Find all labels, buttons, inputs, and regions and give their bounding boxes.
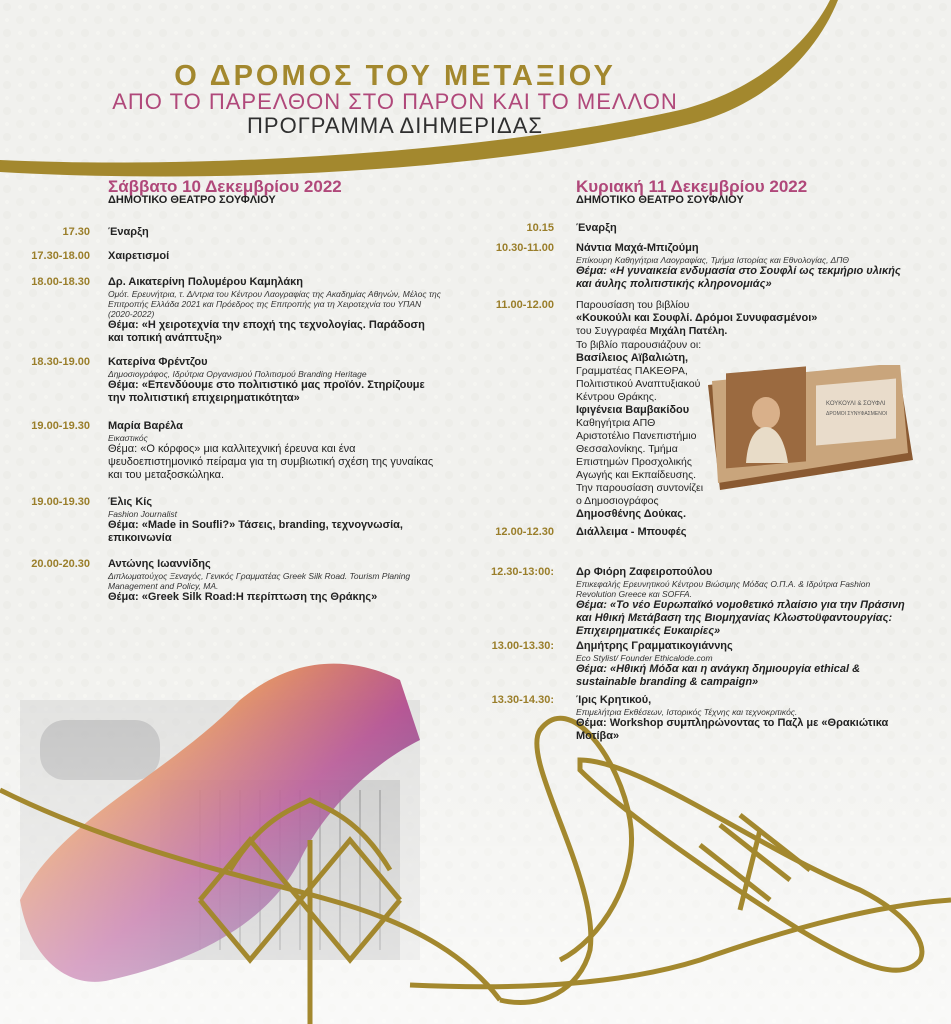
moderator-role: Την παρουσίαση συντονίζει ο Δημοσιογράφος [576,482,704,507]
entry-topic: Θέμα: Workshop συμπληρώνοντας το Παζλ με «Θρακιώτικα Μοτίβα» [576,717,889,742]
entry-time: 13.30-14.30: [491,694,554,706]
entry-name: Αντώνης Ιωαννίδης [108,558,211,570]
entry-time: 10.30-11.00 [495,242,554,254]
presenter-name: Βασίλειος Αϊβαλιώτη, [576,352,689,364]
book-front-title: ΚΟΥΚΟΥΛΙ & ΣΟΥΦΛΙ [826,401,886,407]
entry-role: Fashion Journalist [108,509,177,519]
entry-topic: Θέμα: «Ο κόρφος» μια καλλιτεχνική έρευνα και ένα ψευδοεπιστημονικό πείραμα για τη συμβιωτική σχέση της γυναίκας και του μεταξοσκώληκα. [108,443,434,481]
presenters-label: Το βιβλίο παρουσιάζουν οι: [576,339,702,351]
program-label: ΠΡΟΓΡΑΜΜΑ ΔΙΗΜΕΡΙΔΑΣ [247,113,543,138]
entry-time: 19.00-19.30 [31,420,90,432]
entry-name: Μαρία Βαρέλα [108,420,183,432]
entry-time: 12.00-12.30 [495,526,554,538]
entry-name: Διάλλειμα - Μπουφές [576,526,687,538]
entry-topic: Θέμα: «Η χειροτεχνία την εποχή της τεχνολογίας. Παράδοση και τοπική ανάπτυξη» [108,319,425,344]
entry-name: Δρ. Αικατερίνη Πολυμέρου Καμηλάκη [108,276,304,288]
book-author-line: του Συγγραφέα Μιχάλη Πατέλη. [576,325,728,337]
entry-time: 18.00-18.30 [31,276,90,288]
entry-time: 20.00-20.30 [31,558,90,570]
entry-role: Επιμελήτρια Εκθέσεων, Ιστορικός Τέχνης και τεχνοκριτικός. [576,707,798,717]
day2-date: Κυριακή 11 Δεκεμβρίου 2022 [576,177,808,196]
entry-time: 19.00-19.30 [31,496,90,508]
entry-time: 10.15 [526,222,554,234]
entry-role: Διπλωματούχος Ξεναγός, Γενικός Γραμματέας Greek Silk Road. Tourism Planing Management and Policy, MA. [108,571,411,591]
entry-name: Νάντια Μαχά-Μπιζούμη [576,242,699,254]
entry-role: Eco Stylist/ Founder Ethicalode.com [576,653,713,663]
event-title: Ο ΔΡΟΜΟΣ ΤΟΥ ΜΕΤΑΞΙΟΥ [174,60,616,92]
day1-venue: ΔΗΜΟΤΙΚΟ ΘΕΑΤΡΟ ΣΟΥΦΛΙΟΥ [108,194,276,206]
entry-role: Ομότ. Ερευνήτρια, τ. Δ/ντρια του Κέντρου Λαογραφίας της Ακαδημίας Αθηνών, Μέλος της Επιτροπής Ελλάδα 2021 και Πρόεδρος της Επιτροπής για τη Χειροτεχνία του ΥΠΑΝ (2020-2022) [108,289,441,319]
entry-topic: Θέμα: «Made in Soufli?» Τάσεις, branding, τεχνογνωσία, επικοινωνία [108,519,403,544]
day2-venue: ΔΗΜΟΤΙΚΟ ΘΕΑΤΡΟ ΣΟΥΦΛΙΟΥ [576,194,744,206]
entry-role: Επικεφαλής Ερευνητικού Κέντρου Βιώσιμης Μόδας Ο.Π.Α. & Ιδρύτρια Fashion Revolution Greece και SOFFA. [576,579,871,599]
entry-name: Χαιρετισμοί [108,250,170,262]
entry-topic: Θέμα: «Η γυναικεία ενδυμασία στο Σουφλί ως τεκμήριο υλικής και άυλης πολιτιστικής κληρονομιάς» [576,265,901,290]
event-subtitle: ΑΠΟ ΤΟ ΠΑΡΕΛΘΟΝ ΣΤΟ ΠΑΡΟΝ ΚΑΙ ΤΟ ΜΕΛΛΟΝ [112,89,678,114]
entry-time: 17.30-18.00 [31,250,90,262]
entry-name: Ίρις Κρητικού, [576,694,652,706]
entry-name: Δρ Φιόρη Ζαφειροπούλου [576,566,713,578]
entry-role: Δημοσιογράφος, Ιδρύτρια Οργανισμού Πολιτισμού Branding Heritage [108,369,367,379]
entry-name: Έναρξη [108,226,149,238]
entry-time: 12.30-13:00: [491,566,554,578]
day1-date: Σάββατο 10 Δεκεμβρίου 2022 [108,177,342,196]
entry-role: Εικαστικός [108,433,148,443]
entry-name: Δημήτρης Γραμματικογιάννης [576,640,733,652]
entry-topic: Θέμα: «Greek Silk Road:Η περίπτωση της Θράκης» [108,591,378,603]
entry-topic: Θέμα: «Το νέο Ευρωπαϊκό νομοθετικό πλαίσιο για την Πράσινη και Ηθική Μετάβαση της Βιομηχανίας Κλωστοϋφαντουργίας: Επιχειρηματικές Ευκαιρίες» [576,599,905,637]
entry-topic: Θέμα: «Επενδύουμε στο πολιτιστικό μας προϊόν. Στηρίζουμε την πολιτιστική επιχειρηματικότητα» [108,379,425,404]
book-cover-image [708,365,913,490]
entry-role: Επίκουρη Καθηγήτρια Λαογραφίας, Τμήμα Ιστορίας και Εθνολογίας, ΔΠΘ [576,255,849,265]
entry-topic: Θέμα: «Ηθική Μόδα και η ανάγκη δημιουργία ethical & sustainable branding & campaign» [576,663,861,688]
entry-name: Έλις Κίς [108,496,153,508]
entry-time: 13.00-13.30: [491,640,554,652]
presenter-role: Γραμματέας ΠΑΚΕΘΡΑ, Πολιτιστικού Αναπτυξιακού Κέντρου Θράκης. [576,365,701,403]
book-presentation-label: Παρουσίαση του βιβλίου [576,299,690,311]
entry-name: Κατερίνα Φρέντζου [108,356,208,368]
book-author: Μιχάλη Πατέλη. [649,325,728,337]
entry-time: 18.30-19.00 [31,356,90,368]
presenter-role: Καθηγήτρια ΑΠΘ Αριστοτέλιο Πανεπιστήμιο Θεσσαλονίκης. Τμήμα Επιστημών Προσχολικής Αγωγής και Εκπαίδευσης. [576,417,697,481]
entry-time: 17.30 [62,226,90,238]
entry-time: 11.00-12.00 [495,299,554,311]
book-title: «Κουκούλι και Σουφλί. Δρόμοι Συνυφασμένοι» [576,312,818,324]
book-front-subtitle: ΔΡΟΜΟΙ ΣΥΝΥΦΑΣΜΕΝΟΙ [826,411,888,417]
moderator-name: Δημοσθένης Δούκας. [576,508,687,520]
presenter-name: Ιφιγένεια Βαμβακίδου [576,404,690,416]
entry-name: Έναρξη [576,222,617,234]
